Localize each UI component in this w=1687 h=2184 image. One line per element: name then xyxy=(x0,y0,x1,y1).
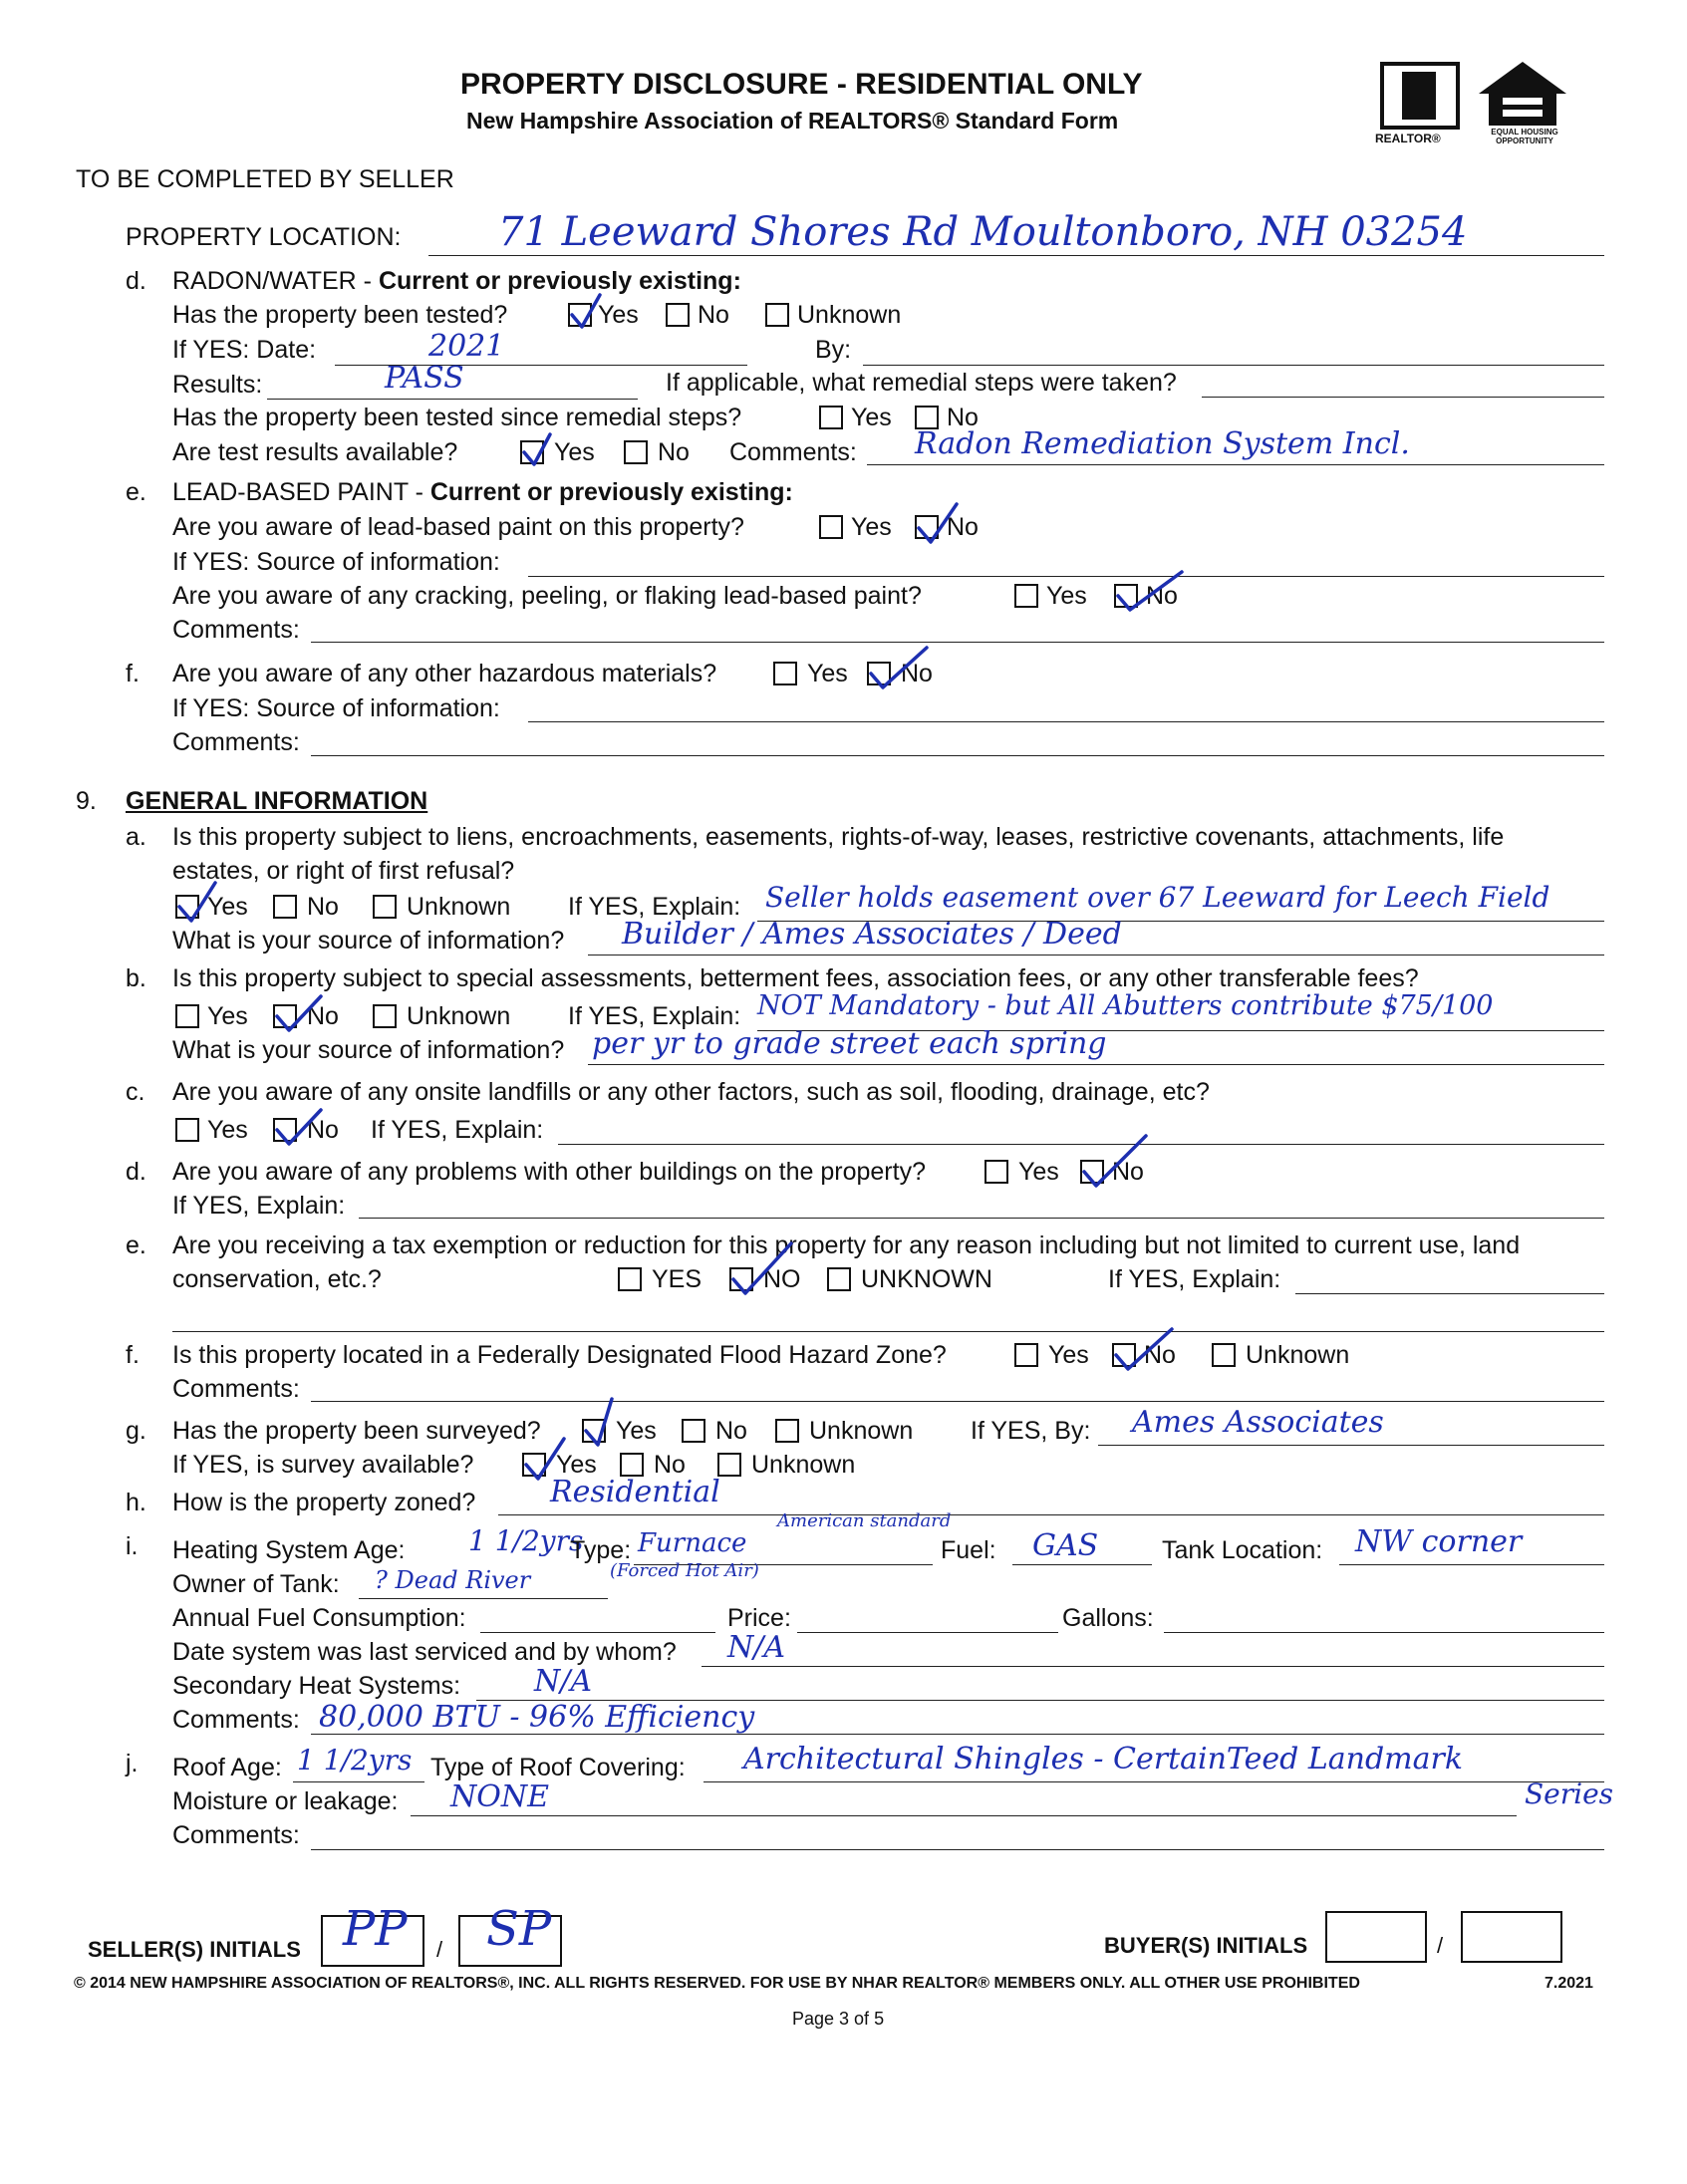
tax-exemption-no-checkbox[interactable] xyxy=(729,1267,753,1291)
assessments-explain-value[interactable]: NOT Mandatory - but All Abutters contribute $75/100 xyxy=(757,990,1494,1021)
equal-housing-label: EQUAL HOUSING OPPORTUNITY xyxy=(1491,128,1558,145)
no-label: No xyxy=(901,660,933,687)
surveyed-by-value[interactable]: Ames Associates xyxy=(1132,1405,1384,1440)
unknown-label: UNKNOWN xyxy=(861,1265,992,1293)
moisture-value[interactable]: NONE xyxy=(450,1779,549,1814)
buildings-no-checkbox[interactable] xyxy=(1080,1160,1104,1184)
item-e-letter: e. xyxy=(126,478,146,506)
general-information-heading: GENERAL INFORMATION xyxy=(126,787,428,815)
landfills-no-checkbox[interactable] xyxy=(273,1118,297,1142)
assessments-question: Is this property subject to special assessments, betterment fees, association fees, or any other transferable fees? xyxy=(172,964,1419,992)
radon-comments-value[interactable]: Radon Remediation System Incl. xyxy=(915,426,1410,461)
heating-age-value[interactable]: 1 1/2yrs xyxy=(468,1524,584,1557)
heating-comments-value[interactable]: 80,000 BTU - 96% Efficiency xyxy=(319,1700,755,1735)
zoning-question: How is the property zoned? xyxy=(172,1489,476,1516)
landfills-yes-checkbox[interactable] xyxy=(175,1118,199,1142)
survey-available-unknown-checkbox[interactable] xyxy=(717,1453,741,1477)
yes-label: Yes xyxy=(851,513,892,541)
hazardous-source-label: If YES: Source of information: xyxy=(172,694,500,722)
survey-available-question: If YES, is survey available? xyxy=(172,1451,474,1479)
buildings-question: Are you aware of any problems with other buildings on the property? xyxy=(172,1158,926,1186)
buyer-initial-box-2[interactable] xyxy=(1461,1911,1562,1963)
test-results-available-question: Are test results available? xyxy=(172,438,458,466)
item-h-letter: h. xyxy=(126,1489,146,1516)
yes-label: Yes xyxy=(1048,1341,1089,1369)
heating-type-label: Type: xyxy=(570,1536,632,1564)
unknown-label: Unknown xyxy=(1246,1341,1350,1369)
moisture-label: Moisture or leakage: xyxy=(172,1787,399,1815)
surveyed-yes-checkbox[interactable] xyxy=(582,1419,606,1443)
tax-exemption-question-line1: Are you receiving a tax exemption or reduction for this property for any reason including but not limited to current use, land xyxy=(172,1231,1521,1259)
radon-comments-label: Comments: xyxy=(729,438,857,466)
radon-heading: RADON/WATER - Current or previously existing: xyxy=(172,267,741,295)
realtor-label: REALTOR® xyxy=(1375,132,1441,145)
yes-label: Yes xyxy=(616,1417,657,1445)
item-a-letter: a. xyxy=(126,823,146,851)
secondary-heat-value[interactable]: N/A xyxy=(534,1664,593,1699)
page-title: PROPERTY DISCLOSURE - RESIDENTIAL ONLY xyxy=(460,68,1143,101)
flood-zone-unknown-checkbox[interactable] xyxy=(1212,1343,1236,1367)
roof-age-value[interactable]: 1 1/2yrs xyxy=(297,1744,413,1776)
results-available-yes-checkbox[interactable] xyxy=(520,440,544,464)
page-subtitle: New Hampshire Association of REALTORS® Standard Form xyxy=(466,108,1119,134)
flood-comments-label: Comments: xyxy=(172,1375,300,1403)
tax-exemption-unknown-checkbox[interactable] xyxy=(827,1267,851,1291)
survey-available-no-checkbox[interactable] xyxy=(620,1453,644,1477)
serviced-label: Date system was last serviced and by whom? xyxy=(172,1638,677,1666)
seller-initials-slash: / xyxy=(436,1937,443,1962)
radon-date-value[interactable]: 2021 xyxy=(428,329,505,364)
roof-covering-label: Type of Roof Covering: xyxy=(430,1754,686,1781)
fuel-value[interactable]: GAS xyxy=(1032,1528,1099,1563)
yes-label: Yes xyxy=(598,301,639,329)
seller-initial-1: PP xyxy=(343,1901,408,1957)
buyer-initial-box-1[interactable] xyxy=(1325,1911,1427,1963)
gallons-label: Gallons: xyxy=(1062,1604,1154,1632)
radon-date-label: If YES: Date: xyxy=(172,336,317,364)
remedial-steps-label: If applicable, what remedial steps were taken? xyxy=(666,369,1177,397)
landfills-question: Are you aware of any onsite landfills or any other factors, such as soil, flooding, drainage, etc? xyxy=(172,1078,1210,1106)
lead-paint-question: Are you aware of lead-based paint on this property? xyxy=(172,513,744,541)
heating-age-label: Heating System Age: xyxy=(172,1536,406,1564)
seller-initial-2: SP xyxy=(486,1901,552,1957)
item-g-letter: g. xyxy=(126,1417,146,1445)
tank-location-value[interactable]: NW corner xyxy=(1355,1524,1523,1559)
tank-owner-value[interactable]: ? Dead River xyxy=(375,1566,531,1594)
tax-exemption-question-line2: conservation, etc.? xyxy=(172,1265,382,1293)
radon-tested-yes-checkbox[interactable] xyxy=(568,303,592,327)
item-e2-letter: e. xyxy=(126,1231,146,1259)
liens-source-value[interactable]: Builder / Ames Associates / Deed xyxy=(622,917,1122,952)
liens-question-line1: Is this property subject to liens, encroachments, easements, rights-of-way, leases, restrictive covenants, attachments, life xyxy=(172,823,1505,851)
assessments-no-checkbox[interactable] xyxy=(273,1004,297,1028)
radon-results-value[interactable]: PASS xyxy=(385,361,464,396)
copyright-notice: © 2014 NEW HAMPSHIRE ASSOCIATION OF REALTORS®, INC. ALL RIGHTS RESERVED. FOR USE BY NHAR REALTOR® MEMBERS ONLY. ALL OTHER USE PROHIBITED xyxy=(74,1975,1360,1992)
yes-label: Yes xyxy=(207,893,248,921)
surveyed-unknown-checkbox[interactable] xyxy=(775,1419,799,1443)
unknown-label: Unknown xyxy=(809,1417,914,1445)
heating-type-value[interactable]: Furnace xyxy=(638,1528,747,1558)
buyer-initials-slash: / xyxy=(1437,1933,1444,1958)
lead-paint-no-checkbox[interactable] xyxy=(915,515,939,539)
liens-explain-label: If YES, Explain: xyxy=(568,893,741,921)
roof-covering-value[interactable]: Architectural Shingles - CertainTeed Landmark xyxy=(743,1742,1464,1776)
liens-yes-checkbox[interactable] xyxy=(175,895,199,919)
tax-exemption-yes-checkbox[interactable] xyxy=(618,1267,642,1291)
flood-zone-yes-checkbox[interactable] xyxy=(1014,1343,1038,1367)
survey-available-yes-checkbox[interactable] xyxy=(522,1453,546,1477)
radon-by-label: By: xyxy=(815,336,852,364)
liens-no-checkbox[interactable] xyxy=(273,895,297,919)
yes-label: Yes xyxy=(1018,1158,1059,1186)
no-label: No xyxy=(1146,582,1178,610)
yes-label: Yes xyxy=(556,1451,597,1479)
hazardous-comments-label: Comments: xyxy=(172,728,300,756)
seller-initials-label: SELLER(S) INITIALS xyxy=(88,1937,301,1962)
form-version: 7.2021 xyxy=(1545,1975,1593,1992)
section-9-number: 9. xyxy=(76,787,97,815)
heating-type-note2[interactable]: (Forced Hot Air) xyxy=(610,1560,759,1581)
assessments-source-label: What is your source of information? xyxy=(172,1036,565,1064)
lead-paint-yes-checkbox[interactable] xyxy=(819,515,843,539)
lead-cracking-question: Are you aware of any cracking, peeling, or flaking lead-based paint? xyxy=(172,582,922,610)
property-location-value[interactable]: 71 Leeward Shores Rd Moultonboro, NH 03254 xyxy=(498,209,1468,255)
radon-results-label: Results: xyxy=(172,371,263,399)
no-label: No xyxy=(654,1451,686,1479)
yes-label: Yes xyxy=(207,1002,248,1030)
tax-exemption-explain-label: If YES, Explain: xyxy=(1108,1265,1281,1293)
serviced-value[interactable]: N/A xyxy=(727,1630,786,1665)
item-d2-letter: d. xyxy=(126,1158,146,1186)
yes-label: Yes xyxy=(851,404,892,431)
liens-unknown-checkbox[interactable] xyxy=(373,895,397,919)
no-label: No xyxy=(1144,1341,1176,1369)
zoning-value[interactable]: Residential xyxy=(550,1475,720,1509)
tested-since-remedial-question: Has the property been tested since remedial steps? xyxy=(172,404,742,431)
flood-zone-question: Is this property located in a Federally Designated Flood Hazard Zone? xyxy=(172,1341,947,1369)
hazardous-question: Are you aware of any other hazardous materials? xyxy=(172,660,717,687)
lead-source-label: If YES: Source of information: xyxy=(172,548,500,576)
results-available-no-checkbox[interactable] xyxy=(624,440,648,464)
liens-explain-value[interactable]: Seller holds easement over 67 Leeward for Leech Field xyxy=(765,881,1550,914)
heating-type-note[interactable]: American standard xyxy=(777,1510,952,1531)
radon-tested-unknown-checkbox[interactable] xyxy=(765,303,789,327)
tank-owner-label: Owner of Tank: xyxy=(172,1570,340,1598)
yes-label: YES xyxy=(652,1265,703,1293)
no-label: No xyxy=(947,404,979,431)
roof-comments-label: Comments: xyxy=(172,1821,300,1849)
secondary-heat-label: Secondary Heat Systems: xyxy=(172,1672,461,1700)
annual-fuel-label: Annual Fuel Consumption: xyxy=(172,1604,466,1632)
item-j-letter: j. xyxy=(126,1750,139,1777)
price-label: Price: xyxy=(727,1604,791,1632)
item-c-letter: c. xyxy=(126,1078,145,1106)
tank-location-label: Tank Location: xyxy=(1162,1536,1323,1564)
flood-zone-no-checkbox[interactable] xyxy=(1112,1343,1136,1367)
fuel-label: Fuel: xyxy=(941,1536,996,1564)
tested-since-yes-checkbox[interactable] xyxy=(819,406,843,429)
yes-label: Yes xyxy=(807,660,848,687)
no-label: No xyxy=(715,1417,747,1445)
equal-housing-icon xyxy=(1475,60,1570,128)
no-label: No xyxy=(1112,1158,1144,1186)
yes-label: Yes xyxy=(554,438,595,466)
assessments-yes-checkbox[interactable] xyxy=(175,1004,199,1028)
buildings-yes-checkbox[interactable] xyxy=(984,1160,1008,1184)
roof-covering-value2[interactable]: Series xyxy=(1525,1777,1614,1810)
buildings-explain-label: If YES, Explain: xyxy=(172,1192,346,1220)
seller-section-label: TO BE COMPLETED BY SELLER xyxy=(76,165,454,193)
liens-source-label: What is your source of information? xyxy=(172,927,565,955)
lead-heading: LEAD-BASED PAINT - Current or previously existing: xyxy=(172,478,793,506)
surveyed-by-label: If YES, By: xyxy=(971,1417,1091,1445)
item-i-letter: i. xyxy=(126,1532,139,1560)
no-label: No xyxy=(947,513,979,541)
page-number: Page 3 of 5 xyxy=(792,2009,885,2029)
no-label: NO xyxy=(763,1265,801,1293)
buyer-initials-label: BUYER(S) INITIALS xyxy=(1104,1933,1308,1958)
surveyed-question: Has the property been surveyed? xyxy=(172,1417,541,1445)
liens-question-line2: estates, or right of first refusal? xyxy=(172,857,515,885)
roof-age-label: Roof Age: xyxy=(172,1754,282,1781)
surveyed-no-checkbox[interactable] xyxy=(682,1419,705,1443)
lead-comments-label: Comments: xyxy=(172,616,300,644)
no-label: No xyxy=(658,438,690,466)
landfills-explain-label: If YES, Explain: xyxy=(371,1116,544,1144)
realtor-logo xyxy=(1380,62,1460,130)
no-label: No xyxy=(307,893,339,921)
no-label: No xyxy=(307,1002,339,1030)
yes-label: Yes xyxy=(207,1116,248,1144)
property-location-label: PROPERTY LOCATION: xyxy=(126,223,402,251)
item-f2-letter: f. xyxy=(126,1341,140,1369)
hazardous-no-checkbox[interactable] xyxy=(867,662,891,685)
assessments-unknown-checkbox[interactable] xyxy=(373,1004,397,1028)
yes-label: Yes xyxy=(1046,582,1087,610)
heating-comments-label: Comments: xyxy=(172,1706,300,1734)
unknown-label: Unknown xyxy=(797,301,902,329)
unknown-label: Unknown xyxy=(407,1002,511,1030)
item-f-letter: f. xyxy=(126,660,140,687)
assessments-source-value[interactable]: per yr to grade street each spring xyxy=(592,1026,1107,1061)
no-label: No xyxy=(698,301,729,329)
unknown-label: Unknown xyxy=(751,1451,856,1479)
lead-cracking-no-checkbox[interactable] xyxy=(1114,584,1138,608)
item-b-letter: b. xyxy=(126,964,146,992)
assessments-explain-label: If YES, Explain: xyxy=(568,1002,741,1030)
unknown-label: Unknown xyxy=(407,893,511,921)
no-label: No xyxy=(307,1116,339,1144)
hazardous-yes-checkbox[interactable] xyxy=(773,662,797,685)
radon-tested-no-checkbox[interactable] xyxy=(666,303,690,327)
lead-cracking-yes-checkbox[interactable] xyxy=(1014,584,1038,608)
radon-tested-question: Has the property been tested? xyxy=(172,301,508,329)
item-d-letter: d. xyxy=(126,267,146,295)
